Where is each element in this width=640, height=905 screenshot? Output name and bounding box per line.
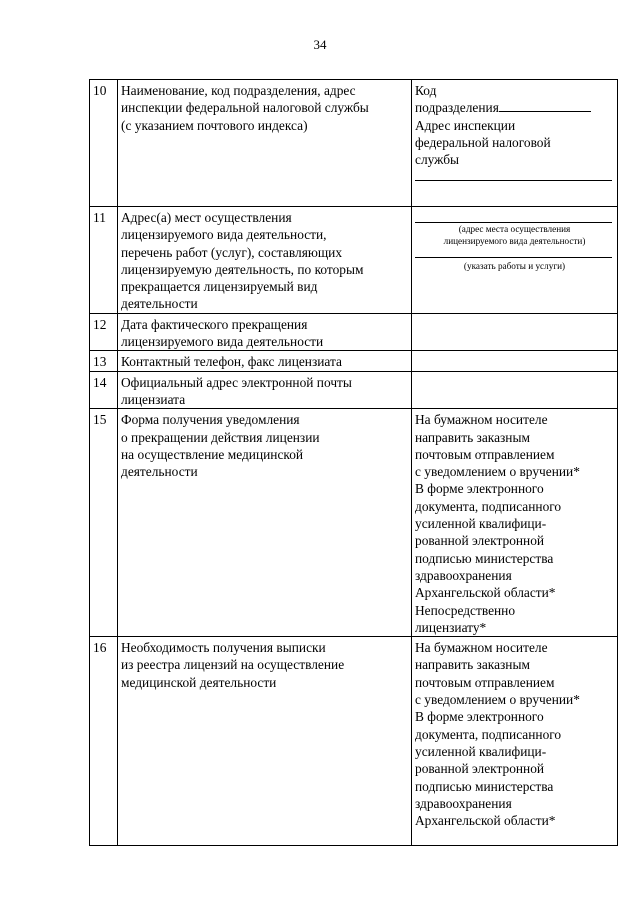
table-row [90,371,618,409]
option-line: здравоохранения [415,567,512,583]
value-line: Код [415,83,437,98]
row-label [118,637,412,846]
label-line: лицензиата [121,391,186,407]
label-line: о прекращении действия лицензии [121,429,320,445]
option-line: с уведомлением о вручении* [415,692,580,708]
email-field[interactable] [412,371,618,409]
value-line: Адрес инспекции [415,117,516,133]
value-line [415,99,614,116]
row-number: 10 [90,80,118,207]
row-label [118,207,412,314]
option-line: документа, подписанного [415,498,562,514]
label-line: деятельности [121,296,198,312]
option-line: На бумажном носителе [415,412,548,428]
row-number: 14 [90,371,118,409]
row-label [118,351,412,371]
label-line: лицензируемого вида деятельности [121,334,324,350]
option-line: почтовым отправлением [415,446,555,462]
row-label [118,80,412,207]
option-line: В форме электронного [415,709,544,725]
option-line: На бумажном носителе [415,640,548,656]
row-value[interactable] [412,80,618,207]
option-line: здравоохранения [415,795,512,811]
option-line: лицензиату* [415,619,487,635]
termination-date-field[interactable] [412,313,618,351]
row-label [118,371,412,409]
option-line: В форме электронного [415,481,544,497]
row-value[interactable] [412,409,618,637]
value-text: подразделения [415,100,499,116]
label-line: деятельности [121,464,198,480]
row-number: 13 [90,351,118,371]
option-line: направить заказным [415,657,530,673]
label-line: перечень работ (услуг), составляющих [121,244,343,260]
row-value[interactable] [412,637,618,846]
table-row [90,409,618,637]
option-line: Архангельской области* [415,813,556,829]
option-line: направить заказным [415,429,530,445]
option-line: почтовым отправлением [415,674,555,690]
label-line: лицензируемого вида деятельности, [121,227,327,243]
value-line: федеральной налоговой [415,134,551,150]
table-row [90,637,618,846]
row-label [118,313,412,351]
application-form-table [89,79,618,846]
label-line: Официальный адрес электронной почты [121,374,352,390]
label-line: Адрес(а) мест осуществления [121,210,292,225]
option-line: рованной электронной [415,761,545,777]
phone-fax-field[interactable] [412,351,618,371]
table-row [90,80,618,207]
row-number: 12 [90,313,118,351]
label-line: Контактный телефон, факс лицензиата [121,354,342,370]
option-line: Архангельской области* [415,585,556,601]
page-number: 34 [313,37,327,52]
field-caption: лицензируемого вида деятельности) [443,236,586,246]
row-value[interactable] [412,207,618,314]
option-line: усиленной квалифици- [415,516,547,532]
subdivision-code-field[interactable] [499,99,591,112]
option-line: рованной электронной [415,533,545,549]
field-caption: (указать работы и услуги) [463,261,566,271]
option-line: подписью министерства [415,778,554,794]
option-line: усиленной квалифици- [415,743,547,759]
label-line: лицензируемую деятельность, по которым [121,261,364,277]
label-line: из реестра лицензий на осуществление [121,657,345,673]
tax-inspection-address-field[interactable] [415,170,612,181]
label-line: Наименование, код подразделения, адрес [121,83,356,98]
label-line: на осуществление медицинской [121,446,304,462]
row-number: 11 [90,207,118,314]
activity-address-field[interactable] [415,212,612,223]
row-number: 16 [90,637,118,846]
option-line: Непосредственно [415,602,516,618]
label-line: медицинской деятельности [121,674,277,690]
field-caption: (адрес места осуществления [458,224,571,234]
option-line: документа, подписанного [415,726,562,742]
label-line: Дата фактического прекращения [121,316,308,332]
table-row [90,207,618,314]
label-line: Необходимость получения выписки [121,640,326,656]
label-line: (с указанием почтового индекса) [121,117,308,133]
option-line: подписью министерства [415,550,554,566]
table-row [90,313,618,351]
works-services-field[interactable] [415,247,612,258]
label-line: прекращается лицензируемый вид [121,279,318,295]
row-number: 15 [90,409,118,637]
label-line: инспекции федеральной налоговой службы [121,100,369,116]
label-line: Форма получения уведомления [121,412,300,428]
table-row [90,351,618,371]
option-line: с уведомлением о вручении* [415,464,580,480]
row-label [118,409,412,637]
value-line: службы [415,152,460,168]
